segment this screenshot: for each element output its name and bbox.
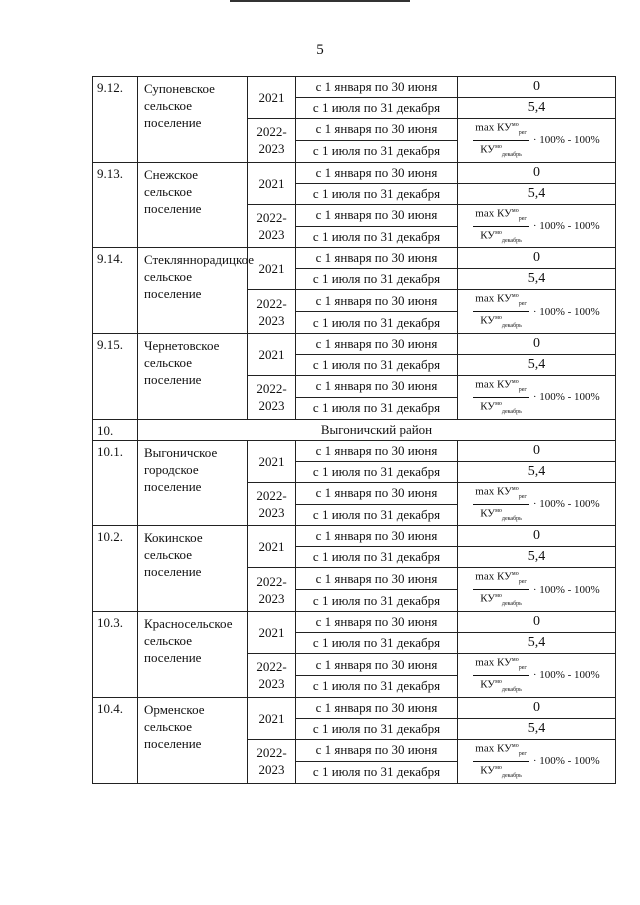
period-second-half: с 1 июля по 31 декабря — [296, 761, 458, 783]
year-2022-2023: 2022-2023 — [248, 376, 296, 420]
formula-cell — [458, 568, 616, 612]
period-second-half: с 1 июля по 31 декабря — [296, 355, 458, 376]
formula-mo: мо — [511, 742, 519, 749]
table-row — [93, 697, 616, 718]
table-row — [93, 77, 616, 98]
formula-fraction — [473, 654, 529, 697]
tariff-table — [92, 76, 616, 784]
formula-tail: · 100% - 100% — [532, 669, 600, 682]
period-second-half: с 1 июля по 31 декабря — [296, 461, 458, 482]
formula-max: max — [475, 656, 495, 669]
formula-cell — [458, 290, 616, 334]
year-2022-2023: 2022-2023 — [248, 119, 296, 163]
row-number: 9.14. — [93, 248, 138, 334]
year-2022-2023: 2022-2023 — [248, 290, 296, 334]
formula-tail: · 100% - 100% — [532, 220, 600, 233]
settlement-name: Чернетовское сельское поселение — [138, 334, 248, 420]
formula-dec: декабрь — [501, 601, 522, 608]
value-first-half: 0 — [458, 526, 616, 547]
table-row — [93, 526, 616, 547]
settlement-name: Орменское сельское поселение — [138, 697, 248, 783]
formula-numerator — [473, 483, 529, 505]
formula-max: max — [475, 121, 495, 134]
row-number: 9.12. — [93, 77, 138, 163]
period-second-half: с 1 июля по 31 декабря — [296, 226, 458, 248]
period-first-half: с 1 января по 30 июня — [296, 334, 458, 355]
region-title: Выгоничский район — [138, 419, 616, 440]
year-2021: 2021 — [248, 77, 296, 119]
period-first-half: с 1 января по 30 июня — [296, 376, 458, 398]
year-2021: 2021 — [248, 334, 296, 376]
formula-mo: мо — [495, 507, 502, 514]
formula-mo: мо — [511, 293, 519, 300]
formula-max: max — [475, 742, 495, 755]
formula-mo: мо — [495, 678, 502, 685]
formula-reg: рег — [518, 493, 527, 500]
formula-reg: рег — [518, 215, 527, 222]
formula-denominator — [480, 398, 522, 419]
formula — [460, 290, 613, 333]
formula-mo: мо — [495, 593, 502, 600]
formula-ku: КУ — [496, 742, 512, 755]
formula-denominator — [480, 762, 522, 783]
row-number: 9.15. — [93, 334, 138, 420]
formula-ku: КУ — [496, 571, 512, 584]
row-number: 10.2. — [93, 526, 138, 612]
formula-mo: мо — [495, 400, 502, 407]
formula-denominator — [480, 227, 522, 248]
formula-denominator — [480, 141, 522, 162]
settlement-name: Кокинское сельское поселение — [138, 526, 248, 612]
formula-max: max — [475, 293, 495, 306]
formula-cell — [458, 654, 616, 698]
formula-dec: декабрь — [501, 515, 522, 522]
year-2021: 2021 — [248, 440, 296, 482]
region-row — [93, 419, 616, 440]
table-row — [93, 612, 616, 633]
formula-mo: мо — [495, 143, 502, 150]
formula — [460, 483, 613, 526]
period-second-half: с 1 июля по 31 декабря — [296, 633, 458, 654]
formula-reg: рег — [518, 664, 527, 671]
value-second-half: 5,4 — [458, 547, 616, 568]
formula-max: max — [475, 485, 495, 498]
formula-ku: КУ — [496, 485, 512, 498]
formula-fraction — [473, 740, 529, 783]
settlement-name: Снежское сельское поселение — [138, 162, 248, 248]
year-2021: 2021 — [248, 248, 296, 290]
formula-ku: КУ — [496, 378, 512, 391]
formula-dec: декабрь — [501, 237, 522, 244]
period-second-half: с 1 июля по 31 декабря — [296, 269, 458, 290]
period-second-half: с 1 июля по 31 декабря — [296, 718, 458, 739]
period-second-half: с 1 июля по 31 декабря — [296, 504, 458, 526]
row-number: 9.13. — [93, 162, 138, 248]
formula-mo: мо — [511, 485, 519, 492]
formula-dec: декабрь — [501, 772, 522, 779]
formula-cell — [458, 376, 616, 420]
value-second-half: 5,4 — [458, 718, 616, 739]
period-first-half: с 1 января по 30 июня — [296, 119, 458, 141]
formula-numerator — [473, 119, 529, 141]
period-first-half: с 1 января по 30 июня — [296, 77, 458, 98]
formula-dec: декабрь — [501, 151, 522, 158]
formula-reg: рег — [518, 301, 527, 308]
formula-mo: мо — [495, 315, 502, 322]
formula-reg: рег — [518, 750, 527, 757]
formula-fraction — [473, 483, 529, 526]
formula-fraction — [473, 205, 529, 248]
formula-denominator — [480, 590, 522, 611]
formula-reg: рег — [518, 579, 527, 586]
formula-mo: мо — [511, 571, 519, 578]
formula-numerator — [473, 205, 529, 227]
value-first-half: 0 — [458, 697, 616, 718]
settlement-name: Стекляннорадицкое сельское поселение — [138, 248, 248, 334]
year-2021: 2021 — [248, 612, 296, 654]
period-first-half: с 1 января по 30 июня — [296, 654, 458, 676]
page-number: 5 — [316, 42, 324, 58]
formula-cell — [458, 739, 616, 783]
formula-ku: КУ — [480, 314, 496, 327]
value-first-half: 0 — [458, 334, 616, 355]
formula-mo: мо — [511, 379, 519, 386]
formula-numerator — [473, 654, 529, 676]
table-row — [93, 248, 616, 269]
formula — [460, 205, 613, 248]
period-first-half: с 1 января по 30 июня — [296, 248, 458, 269]
settlement-name: Красносельское сельское поселение — [138, 612, 248, 698]
top-rule — [230, 0, 410, 2]
year-2021: 2021 — [248, 526, 296, 568]
period-first-half: с 1 января по 30 июня — [296, 440, 458, 461]
year-2021: 2021 — [248, 697, 296, 739]
formula-ku: КУ — [480, 507, 496, 520]
period-second-half: с 1 июля по 31 декабря — [296, 547, 458, 568]
period-first-half: с 1 января по 30 июня — [296, 568, 458, 590]
formula-reg: рег — [518, 386, 527, 393]
formula-ku: КУ — [496, 293, 512, 306]
formula-numerator — [473, 740, 529, 762]
formula-dec: декабрь — [501, 408, 522, 415]
year-2022-2023: 2022-2023 — [248, 739, 296, 783]
formula-numerator — [473, 290, 529, 312]
formula-mo: мо — [495, 229, 502, 236]
formula-dec: декабрь — [501, 323, 522, 330]
formula-tail: · 100% - 100% — [532, 498, 600, 511]
table-row — [93, 334, 616, 355]
period-first-half: с 1 января по 30 июня — [296, 697, 458, 718]
formula-tail: · 100% - 100% — [532, 305, 600, 318]
formula — [460, 740, 613, 783]
settlement-name: Супоневское сельское поселение — [138, 77, 248, 163]
region-number: 10. — [93, 419, 138, 440]
table-row — [93, 162, 616, 183]
formula — [460, 654, 613, 697]
formula-cell — [458, 119, 616, 163]
period-second-half: с 1 июля по 31 декабря — [296, 98, 458, 119]
formula-max: max — [475, 571, 495, 584]
formula-dec: декабрь — [501, 686, 522, 693]
year-2021: 2021 — [248, 162, 296, 204]
period-second-half: с 1 июля по 31 декабря — [296, 312, 458, 334]
formula-fraction — [473, 376, 529, 419]
value-second-half: 5,4 — [458, 183, 616, 204]
formula-fraction — [473, 119, 529, 162]
formula-ku: КУ — [496, 121, 512, 134]
formula-tail: · 100% - 100% — [532, 583, 600, 596]
value-first-half: 0 — [458, 77, 616, 98]
formula-max: max — [475, 378, 495, 391]
formula-denominator — [480, 505, 522, 526]
formula-ku: КУ — [496, 656, 512, 669]
year-2022-2023: 2022-2023 — [248, 482, 296, 526]
period-second-half: с 1 июля по 31 декабря — [296, 675, 458, 697]
period-second-half: с 1 июля по 31 декабря — [296, 397, 458, 419]
formula-numerator — [473, 568, 529, 590]
row-number: 10.4. — [93, 697, 138, 783]
formula — [460, 376, 613, 419]
formula-reg: рег — [518, 129, 527, 136]
formula-fraction — [473, 568, 529, 611]
formula-ku: КУ — [480, 229, 496, 242]
formula — [460, 568, 613, 611]
formula-tail: · 100% - 100% — [532, 755, 600, 768]
formula-cell — [458, 204, 616, 248]
formula-ku: КУ — [480, 764, 496, 777]
value-second-half: 5,4 — [458, 269, 616, 290]
row-number: 10.3. — [93, 612, 138, 698]
year-2022-2023: 2022-2023 — [248, 654, 296, 698]
value-second-half: 5,4 — [458, 461, 616, 482]
formula-ku: КУ — [480, 143, 496, 156]
period-first-half: с 1 января по 30 июня — [296, 612, 458, 633]
year-2022-2023: 2022-2023 — [248, 204, 296, 248]
period-first-half: с 1 января по 30 июня — [296, 290, 458, 312]
period-second-half: с 1 июля по 31 декабря — [296, 590, 458, 612]
formula-mo: мо — [511, 657, 519, 664]
formula-mo: мо — [495, 764, 502, 771]
table-row — [93, 440, 616, 461]
period-second-half: с 1 июля по 31 декабря — [296, 140, 458, 162]
settlement-name: Выгоничское городское поселение — [138, 440, 248, 526]
formula — [460, 119, 613, 162]
formula-mo: мо — [511, 122, 519, 128]
value-first-half: 0 — [458, 248, 616, 269]
formula-max: max — [475, 207, 495, 220]
formula-ku: КУ — [480, 400, 496, 413]
value-first-half: 0 — [458, 162, 616, 183]
formula-ku: КУ — [480, 592, 496, 605]
row-number: 10.1. — [93, 440, 138, 526]
period-first-half: с 1 января по 30 июня — [296, 482, 458, 504]
formula-fraction — [473, 290, 529, 333]
year-2022-2023: 2022-2023 — [248, 568, 296, 612]
formula-denominator — [480, 676, 522, 697]
period-first-half: с 1 января по 30 июня — [296, 739, 458, 761]
value-first-half: 0 — [458, 612, 616, 633]
formula-mo: мо — [511, 207, 519, 214]
formula-tail: · 100% - 100% — [532, 134, 600, 147]
period-first-half: с 1 января по 30 июня — [296, 526, 458, 547]
period-first-half: с 1 января по 30 июня — [296, 162, 458, 183]
value-second-half: 5,4 — [458, 633, 616, 654]
formula-ku: КУ — [480, 678, 496, 691]
value-first-half: 0 — [458, 440, 616, 461]
period-second-half: с 1 июля по 31 декабря — [296, 183, 458, 204]
formula-tail: · 100% - 100% — [532, 391, 600, 404]
formula-numerator — [473, 376, 529, 398]
value-second-half: 5,4 — [458, 355, 616, 376]
formula-cell — [458, 482, 616, 526]
value-second-half: 5,4 — [458, 98, 616, 119]
period-first-half: с 1 января по 30 июня — [296, 204, 458, 226]
formula-ku: КУ — [496, 207, 512, 220]
formula-denominator — [480, 312, 522, 333]
